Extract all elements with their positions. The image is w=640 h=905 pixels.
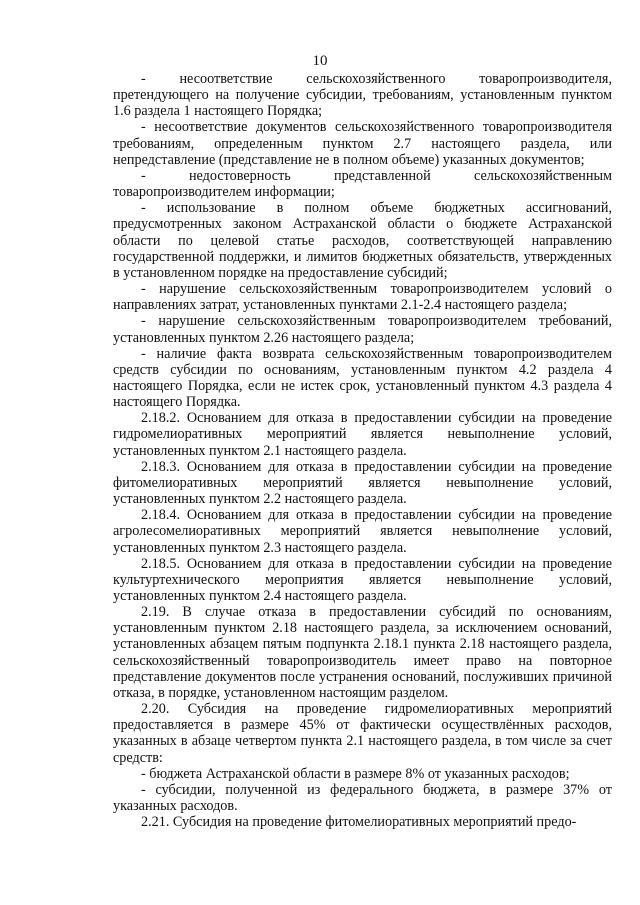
paragraph: 2.18.2. Основанием для отказа в предоставлении субсидии на проведение гидромелиоративных мероприятий является невыполнение условий, установленных пунктом 2.1 настоящего раздела. (113, 410, 612, 459)
paragraph: 2.18.5. Основанием для отказа в предоставлении субсидии на проведение культуртехнического мероприятия является невыполнение условий, установленных пунктом 2.4 настоящего раздела. (113, 555, 612, 604)
paragraph: - использование в полном объеме бюджетных ассигнований, предусмотренных законом Астраханской области о бюджете Астраханской области по целевой статье расходов, соответствующей направлению государственной поддержки, и лимитов бюджетных обязательств, утвержденных в установленном порядке на предоставление субсидий; (113, 200, 612, 281)
paragraph: - наличие факта возврата сельскохозяйственным товаропроизводителем средств субсидии по основаниям, установленным пунктом 4.2 раздела 4 настоящего Порядка, если не истек срок, установленный пунктом 4.3 раздела 4 настоящего Порядка. (113, 345, 612, 411)
paragraph: 2.18.4. Основанием для отказа в предоставлении субсидии на проведение агролесомелиоративных мероприятий является невыполнение условий, установленных пунктом 2.3 настоящего раздела. (113, 507, 612, 556)
paragraph: - недостоверность представленной сельскохозяйственным товаропроизводителем информации; (113, 167, 612, 201)
paragraph: 2.20. Субсидия на проведение гидромелиоративных мероприятий предоставляется в размере 45% от фактически осуществлённых расходов, указанных в абзаце четвертом пункта 2.1 настоящего раздела, в том числе за счет средств: (113, 701, 612, 766)
paragraph: - несоответствие документов сельскохозяйственного товаропроизводителя требованиям, определенным пунктом 2.7 настоящего раздела, или непредставление (представление не в полном объеме) указанных документов; (113, 119, 612, 168)
paragraph: - несоответствие сельскохозяйственного товаропроизводителя, претендующего на получение субсидии, требованиям, установленным пунктом 1.6 раздела 1 настоящего Порядка; (113, 71, 612, 120)
paragraph: 2.19. В случае отказа в предоставлении субсидий по основаниям, установленным пунктом 2.18 настоящего раздела, за исключением оснований, установленных абзацем пятым подпункта 2.18.1 пункта 2.18 настоящего раздела, сельскохозяйственный товаропроизводитель имеет право на повторное представление документов после устранения оснований, послуживших причиной отказа, в порядке, установленном настоящим разделом. (113, 604, 612, 701)
paragraph: - субсидии, полученной из федерального бюджета, в размере 37% от указанных расходов. (113, 781, 612, 815)
paragraph: - нарушение сельскохозяйственным товаропроизводителем требований, установленных пунктом 2.26 настоящего раздела; (113, 313, 612, 346)
document-body (113, 71, 612, 830)
paragraph: 2.21. Субсидия на проведение фитомелиоративных мероприятий предо- (141, 814, 577, 831)
paragraph: - бюджета Астраханской области в размере 8% от указанных расходов; (141, 765, 570, 782)
paragraph: - нарушение сельскохозяйственным товаропроизводителем условий о направлениях затрат, установленных пунктами 2.1-2.4 настоящего раздела; (113, 281, 612, 314)
page-number: 10 (312, 53, 328, 69)
paragraph: 2.18.3. Основанием для отказа в предоставлении субсидии на проведение фитомелиоративных мероприятий является невыполнение условий, установленных пунктом 2.2 настоящего раздела. (113, 458, 612, 508)
